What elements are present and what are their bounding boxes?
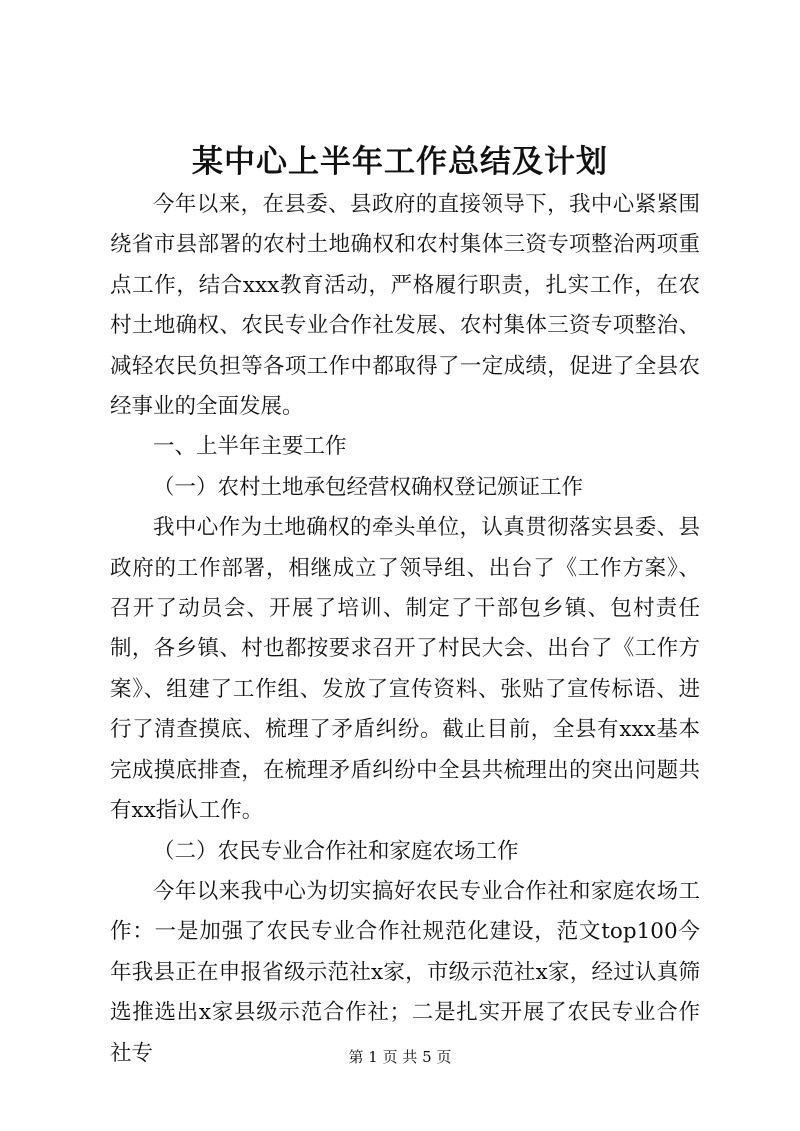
subsection-heading-land-rights: （一）农村土地承包经营权确权登记颁证工作 — [153, 474, 584, 500]
section-heading: 一、上半年主要工作 — [153, 434, 347, 460]
cooperatives-paragraph: 今年以来我中心为切实搞好农民专业合作社和家庭农场工作：一是加强了农民专业合作社规范化建设，范文top100今年我县正在申报省级示范社x家，市级示范社x家，经过认真筛选推选出x家县级示范合作社；二是扎实开展了农民专业合作社专 — [110, 878, 700, 1066]
subsection-heading-cooperatives: （二）农民专业合作社和家庭农场工作 — [153, 838, 519, 864]
intro-paragraph: 今年以来，在县委、县政府的直接领导下，我中心紧紧围绕省市县部署的农村土地确权和农村集体三资专项整治两项重点工作，结合xxx教育活动，严格履行职责，扎实工作，在农村土地确权、农民专业合作社发展、农村集体三资专项整治、减轻农民负担等各项工作中都取得了一定成绩，促进了全县农经事业的全面发展。 — [110, 192, 700, 420]
document-title: 某中心上半年工作总结及计划 — [192, 144, 608, 180]
land-rights-paragraph: 我中心作为土地确权的牵头单位，认真贯彻落实县委、县政府的工作部署，相继成立了领导组、出台了《工作方案》、召开了动员会、开展了培训、制定了干部包乡镇、包村责任制，各乡镇、村也都按要求召开了村民大会、出台了《工作方案》、组建了工作组、发放了宣传资料、张贴了宣传标语、进行了清查摸底、梳理了矛盾纠纷。截止目前，全县有xxx基本完成摸底排查，在梳理矛盾纠纷中全县共梳理出的突出问题共有xx指认工作。 — [110, 515, 700, 824]
page-number-footer: 第 1 页 共 5 页 — [348, 1048, 452, 1066]
document-body — [110, 185, 700, 1074]
